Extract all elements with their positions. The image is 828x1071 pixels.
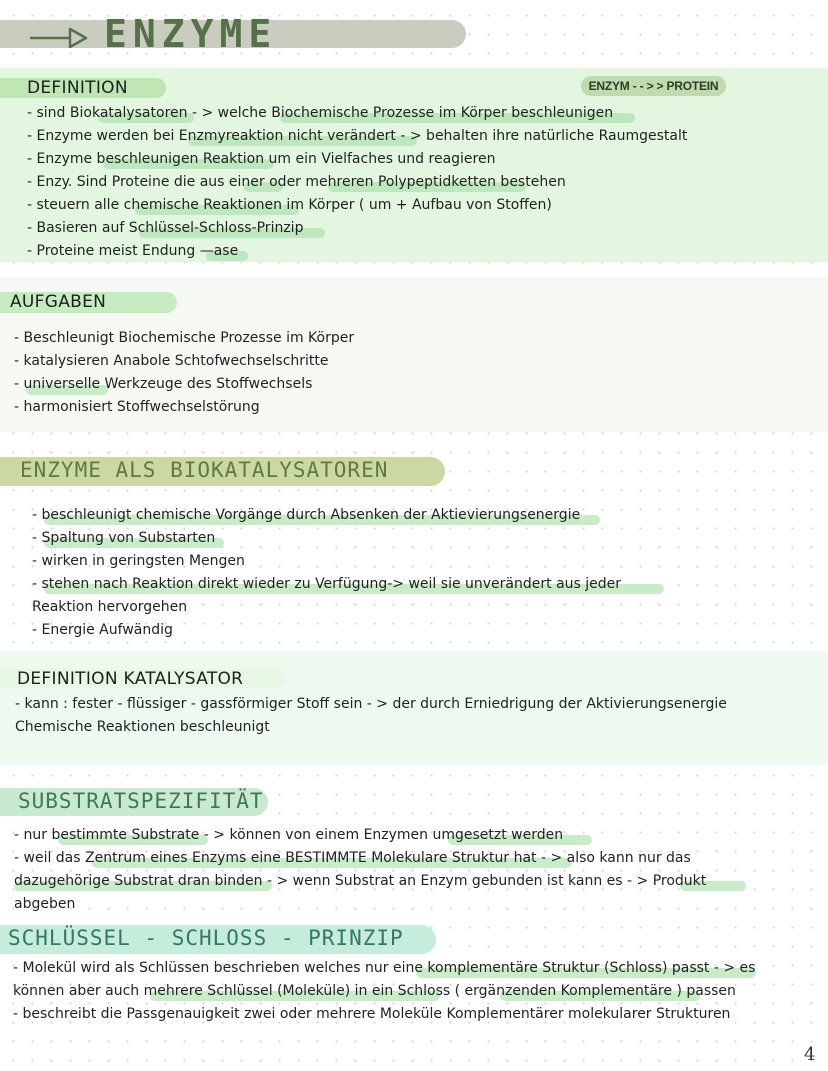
- arrow-right-icon: [30, 24, 90, 48]
- aufgaben-line-3: - universelle Werkzeuge des Stoffwechsels: [14, 376, 313, 392]
- substrat-line-2: - weil das Zentrum eines Enzyms eine BESTIMMTE Molekulare Struktur hat - > also kann nur das: [14, 850, 691, 866]
- aufgaben-line-2: - katalysieren Anabole Schtofwechselschritte: [14, 353, 329, 369]
- prinzip-heading: SCHLÜSSEL - SCHLOSS - PRINZIP: [8, 926, 404, 950]
- substrat-heading: SUBSTRATSPEZIFITÄT: [18, 789, 264, 813]
- definition-line-7: - Proteine meist Endung —ase: [27, 243, 239, 259]
- prinzip-line-3: - beschreibt die Passgenauigkeit zwei oder mehrere Moleküle Komplementärer molekularer Strukturen: [13, 1006, 731, 1022]
- substrat-line-3: dazugehörige Substrat dran binden - > wenn Substrat an Enzym gebunden ist kann es - > Produkt: [14, 873, 707, 889]
- biokatalysatoren-line-6: - Energie Aufwändig: [32, 622, 173, 638]
- definition-line-3: - Enzyme beschleunigen Reaktion um ein Vielfaches und reagieren: [27, 151, 496, 167]
- aufgaben-line-1: - Beschleunigt Biochemische Prozesse im Körper: [14, 330, 355, 346]
- biokatalysatoren-line-1: - beschleunigt chemische Vorgänge durch Absenken der Aktievierungsenergie: [32, 507, 581, 523]
- definition-line-5: - steuern alle chemische Reaktionen im Körper ( um + Aufbau von Stoffen): [27, 197, 552, 213]
- page-number: 4: [804, 1044, 816, 1065]
- definition-heading: DEFINITION: [27, 78, 128, 98]
- substrat-line-1: - nur bestimmte Substrate - > können von einem Enzymen umgesetzt werden: [14, 827, 564, 843]
- prinzip-line-1: - Molekül wird als Schlüssen beschrieben welches nur eine komplementäre Struktur (Schloss) passt - > es: [13, 960, 756, 976]
- katalysator-heading: DEFINITION KATALYSATOR: [17, 669, 244, 689]
- biokatalysatoren-heading: ENZYME ALS BIOKATALYSATOREN: [20, 458, 389, 482]
- biokatalysatoren-line-3: - wirken in geringsten Mengen: [32, 553, 245, 569]
- definition-line-4: - Enzy. Sind Proteine die aus einer oder mehreren Polypeptidketten bestehen: [27, 174, 566, 190]
- aufgaben-line-4: - harmonisiert Stoffwechselstörung: [14, 399, 260, 415]
- katalysator-line-2: Chemische Reaktionen beschleunigt: [15, 719, 270, 735]
- prinzip-line-2: können aber auch mehrere Schlüssel (Moleküle) in ein Schloss ( ergänzenden Komplementäre ) passen: [13, 983, 736, 999]
- definition-line-2: - Enzyme werden bei Enzmyreaktion nicht verändert - > behalten ihre natürliche Raumgestalt: [27, 128, 688, 144]
- page-title: ENZYME: [104, 12, 278, 56]
- biokatalysatoren-line-4: - stehen nach Reaktion direkt wieder zu Verfügung-> weil sie unverändert aus jeder: [32, 576, 622, 592]
- aufgaben-heading: AUFGABEN: [10, 292, 107, 312]
- katalysator-line-1: - kann : fester - flüssiger - gassförmiger Stoff sein - > der durch Erniedrigung der Aktivierungsenergie: [15, 696, 727, 712]
- biokatalysatoren-line-2: - Spaltung von Substarten: [32, 530, 216, 546]
- enzym-protein-badge: ENZYM - - > > PROTEIN: [581, 76, 726, 96]
- substrat-line-4: abgeben: [14, 896, 76, 912]
- biokatalysatoren-line-5: Reaktion hervorgehen: [32, 599, 188, 615]
- definition-line-6: - Basieren auf Schlüssel-Schloss-Prinzip: [27, 220, 304, 236]
- definition-line-1: - sind Biokatalysatoren - > welche Biochemische Prozesse im Körper beschleunigen: [27, 105, 614, 121]
